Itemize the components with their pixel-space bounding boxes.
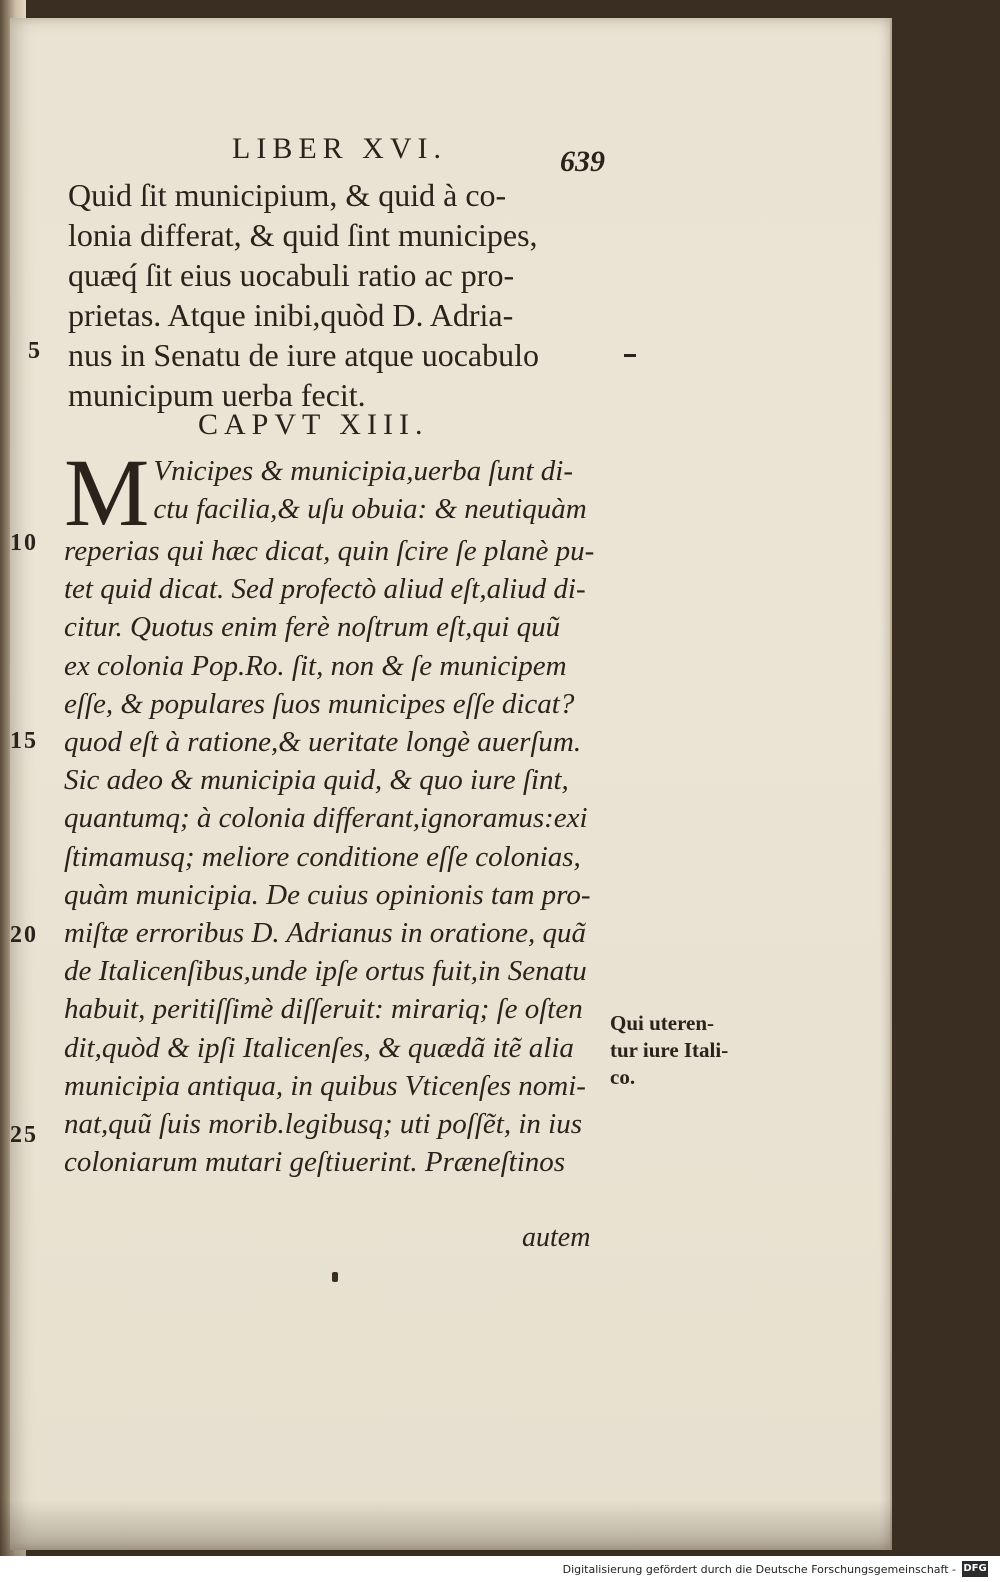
body-line: quàm municipia. De cuius opinionis tam pro- xyxy=(64,878,591,911)
summary-line: nus in Senatu de iure atque uocabulo xyxy=(68,337,539,373)
body-line: miſtæ erroribus D. Adrianus in oratione, quã xyxy=(64,917,587,950)
body-line: municipia antiqua, in quibus Vticenſes nomi- xyxy=(64,1069,586,1102)
summary-line: Quid ſit municipium, & quid à co- xyxy=(68,177,507,213)
body-line: reperias qui hæc dicat, quin ſcire ſe planè pu- xyxy=(64,535,595,567)
footer-credit: Digitalisierung gefördert durch die Deutsche Forschungsgemeinschaft - xyxy=(562,1563,956,1576)
body-line: tet quid dicat. Sed profectò aliud eſt,aliud di- xyxy=(64,573,586,606)
chapter-heading: CAPVT XIII. xyxy=(198,408,429,441)
line-dash-mark xyxy=(624,354,636,357)
running-head: LIBER XVI. xyxy=(232,132,447,165)
summary-line: municipum uerba fecit. xyxy=(68,377,366,413)
summary-line: lonia differat, & quid ſint municipes, xyxy=(68,217,538,253)
body-line: quod eſt à ratione,& ueritate longè auerſum. xyxy=(64,726,582,759)
catchword: autem xyxy=(522,1222,591,1253)
page-number: 639 xyxy=(560,145,605,178)
marginal-note-line: co. xyxy=(610,1065,636,1089)
marginal-note-line: Qui uteren- xyxy=(610,1011,715,1035)
marginal-note xyxy=(610,1010,750,1091)
line-number-5: 5 xyxy=(28,338,42,364)
marginal-note-line: tur iure Itali- xyxy=(610,1038,729,1062)
dfg-logo: DFG xyxy=(962,1561,988,1577)
body-line: coloniarum mutari geſtiuerint. Præneſtinos xyxy=(64,1146,566,1179)
line-number-10: 10 xyxy=(10,530,38,556)
body-line: dit,quòd & ipſi Italicenſes, & quædã itẽ alia xyxy=(64,1031,574,1064)
drop-cap: M xyxy=(64,439,150,546)
body-text xyxy=(64,439,624,1181)
body-line: eſſe, & populares ſuos municipes eſſe dicat? xyxy=(64,687,575,720)
chapter-summary xyxy=(68,175,628,415)
body-line: quantumq; à colonia differant,ignoramus:exi xyxy=(64,802,588,835)
summary-line: prietas. Atque inibi,quòd D. Adria- xyxy=(68,297,514,333)
body-line: citur. Quotus enim ferè noſtrum eſt,qui quũ xyxy=(64,611,561,644)
body-line: ctu facilia,& uſu obuia: & neutiquàm xyxy=(153,493,587,526)
body-line: nat,quũ ſuis morib.legibusq; uti poſſẽt, in ius xyxy=(64,1108,582,1141)
body-line: Sic adeo & municipia quid, & quo iure ſint, xyxy=(64,764,569,797)
line-number-25: 25 xyxy=(10,1122,38,1148)
body-line: Vnicipes & municipia,uerba ſunt di- xyxy=(153,455,573,487)
body-line: habuit, peritiſſimè diſſeruit: mirariq; ſe oſten xyxy=(64,993,583,1026)
body-line: ex colonia Pop.Ro. ſit, non & ſe municipem xyxy=(64,649,567,682)
page-shadow xyxy=(0,1500,900,1556)
line-number-15: 15 xyxy=(10,728,38,754)
line-number-20: 20 xyxy=(10,922,38,948)
body-line: de Italicenſibus,unde ipſe ortus fuit,in Senatu xyxy=(64,955,587,988)
summary-line: quæq́ ſit eius uocabuli ratio ac pro- xyxy=(68,257,515,293)
ink-mark xyxy=(332,1272,338,1282)
body-line: ſtimamusq; meliore conditione eſſe colonias, xyxy=(64,840,581,873)
